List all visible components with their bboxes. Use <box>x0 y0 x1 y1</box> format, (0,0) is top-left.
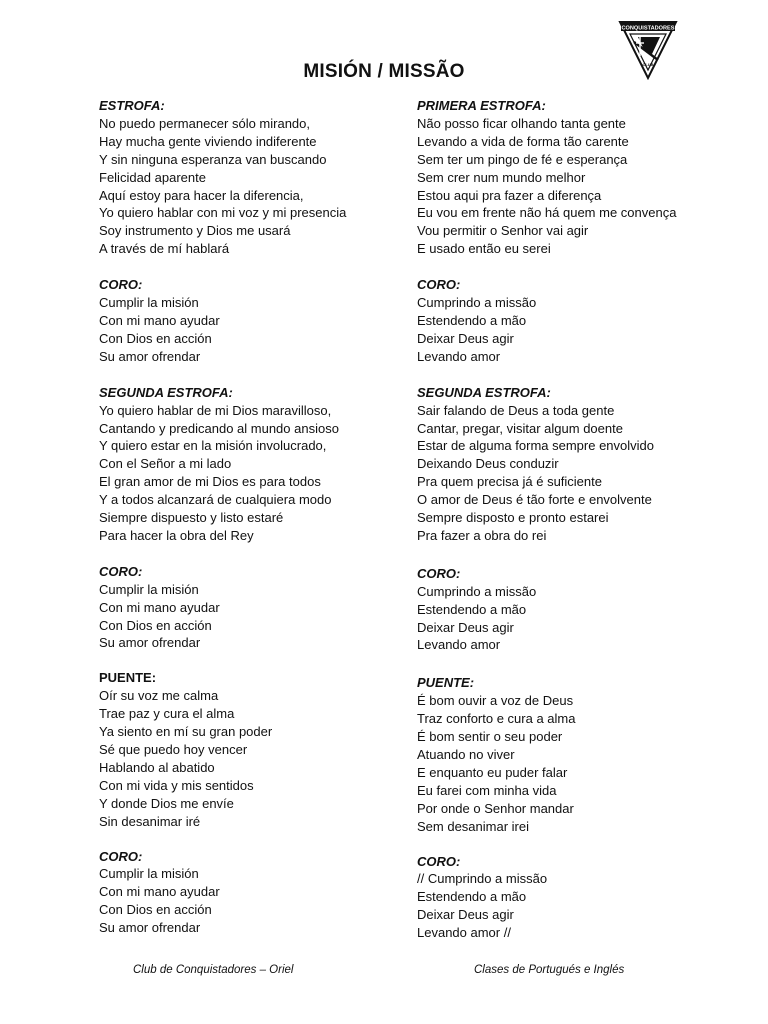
lyric-line: Aquí estoy para hacer la diferencia, <box>99 187 304 203</box>
lyric-line: Estendendo a mão <box>417 312 527 328</box>
lyric-line: Con el Señor a mi lado <box>99 456 232 472</box>
section-heading: ESTROFA: <box>99 98 165 113</box>
logo-text-top: CONQUISTADORES <box>621 25 675 32</box>
lyrics-section <box>99 669 399 830</box>
footer-club-name: Club de Conquistadores – Oriel <box>133 964 294 976</box>
lyrics-section <box>417 384 717 545</box>
portuguese-lyrics-column <box>417 97 717 942</box>
lyric-line: Cumplir la misión <box>99 581 199 597</box>
lyric-line: Con Dios en acción <box>99 330 212 346</box>
lyric-line: É bom sentir o seu poder <box>417 729 563 745</box>
lyric-line: No puedo permanecer sólo mirando, <box>99 115 311 131</box>
section-heading: PUENTE: <box>99 670 157 686</box>
section-heading: CORO: <box>417 277 461 293</box>
lyrics-section <box>99 276 399 366</box>
footer-class-name: Clases de Portugués e Inglés <box>474 964 625 976</box>
lyrics-section <box>99 384 399 545</box>
lyrics-section <box>417 565 717 655</box>
lyric-line: Hablando al abatido <box>99 759 215 775</box>
lyric-line: Sempre disposto e pronto estarei <box>417 510 609 526</box>
lyric-line: Levando a vida de forma tão carente <box>417 133 629 149</box>
logo-text-bottom: CLUB <box>642 62 654 67</box>
section-heading: CORO: <box>99 848 143 864</box>
lyrics-section <box>99 848 399 938</box>
lyric-line: Estendendo a mão <box>417 601 527 617</box>
section-heading: CORO: <box>99 277 143 293</box>
lyric-line: Ya siento en mí su gran poder <box>99 724 273 740</box>
lyric-line: Con mi mano ayudar <box>99 599 220 615</box>
lyric-line: Con mi mano ayudar <box>99 312 220 328</box>
lyric-line: Sem desanimar irei <box>417 818 529 834</box>
lyric-line: É bom ouvir a voz de Deus <box>417 693 574 709</box>
lyric-line: Pra quem precisa já é suficiente <box>417 474 602 490</box>
lyric-line: A través de mí hablará <box>99 241 230 257</box>
lyric-line: Pra fazer a obra do rei <box>417 527 547 543</box>
lyric-line: Su amor ofrendar <box>99 348 201 364</box>
lyric-line: Para hacer la obra del Rey <box>99 527 254 543</box>
lyric-line: Su amor ofrendar <box>99 635 201 651</box>
lyric-line: Y quiero estar en la misión involucrado, <box>99 438 327 454</box>
lyrics-section <box>417 853 717 943</box>
lyrics-section <box>99 563 399 653</box>
lyrics-section <box>417 674 717 835</box>
lyric-line: Cantar, pregar, visitar algum doente <box>417 420 623 436</box>
lyric-line: Soy instrumento y Dios me usará <box>99 223 291 239</box>
lyric-line: Con Dios en acción <box>99 902 212 918</box>
lyric-line: Su amor ofrendar <box>99 920 201 936</box>
page-title: MISIÓN / MISSÃO <box>303 61 465 82</box>
lyric-line: Levando amor <box>417 348 501 364</box>
lyric-line: Cumprindo a missão <box>417 583 537 599</box>
lyric-line: Deixando Deus conduzir <box>417 456 559 472</box>
lyric-line: Atuando no viver <box>417 747 515 762</box>
section-heading: PRIMERA ESTROFA: <box>417 98 546 113</box>
lyric-line: Cumplir la misión <box>99 866 199 882</box>
lyric-line: Levando amor // <box>417 925 511 941</box>
lyric-line: Vou permitir o Senhor vai agir <box>417 223 589 239</box>
spanish-lyrics-column <box>99 97 399 937</box>
lyric-line: Yo quiero hablar con mi voz y mi presencia <box>99 205 347 221</box>
lyric-line: Con mi mano ayudar <box>99 884 220 900</box>
lyric-line: Con Dios en acción <box>99 617 212 633</box>
lyric-line: Deixar Deus agir <box>417 907 514 923</box>
section-heading: PUENTE: <box>417 675 475 691</box>
lyric-line: Cumplir la misión <box>99 295 199 311</box>
lyric-line: Sin desanimar iré <box>99 813 201 829</box>
section-heading: SEGUNDA ESTROFA: <box>417 384 551 400</box>
lyric-line: Oír su voz me calma <box>99 688 219 704</box>
lyric-line: Estou aqui pra fazer a diferença <box>417 187 602 203</box>
lyric-line: Sem crer num mundo melhor <box>417 169 586 185</box>
lyric-line: Siempre dispuesto y listo estaré <box>99 510 284 526</box>
pathfinder-logo <box>616 20 680 80</box>
lyric-line: Eu vou em frente não há quem me convença <box>417 205 677 221</box>
lyric-line: Estar de alguma forma sempre envolvido <box>417 438 655 454</box>
lyric-line: E enquanto eu puder falar <box>417 764 568 780</box>
lyrics-section <box>99 97 399 258</box>
lyric-line: Por onde o Senhor mandar <box>417 800 574 816</box>
lyric-line: Deixar Deus agir <box>417 619 514 635</box>
lyric-line: Cumprindo a missão <box>417 295 537 311</box>
section-heading: CORO: <box>99 563 143 579</box>
lyric-line: Felicidad aparente <box>99 169 206 185</box>
lyric-line: Eu farei com minha vida <box>417 782 557 798</box>
lyric-line: Cantando y predicando al mundo ansioso <box>99 420 339 436</box>
lyric-line: // Cumprindo a missão <box>417 871 548 887</box>
lyric-line: El gran amor de mi Dios es para todos <box>99 474 321 490</box>
lyric-line: Trae paz y cura el alma <box>99 706 235 722</box>
lyric-line: Yo quiero hablar de mi Dios maravilloso, <box>99 402 332 418</box>
section-heading: SEGUNDA ESTROFA: <box>99 384 233 400</box>
lyric-line: Sé que puedo hoy vencer <box>99 742 248 757</box>
lyric-line: O amor de Deus é tão forte e envolvente <box>417 492 652 508</box>
lyric-line: Deixar Deus agir <box>417 330 514 346</box>
lyric-line: Traz conforto e cura a alma <box>417 711 576 727</box>
lyric-line: Hay mucha gente viviendo indiferente <box>99 133 317 149</box>
lyric-line: Con mi vida y mis sentidos <box>99 777 254 793</box>
lyric-line: Levando amor <box>417 637 501 653</box>
lyric-line: E usado então eu serei <box>417 241 551 257</box>
lyric-line: Não posso ficar olhando tanta gente <box>417 115 626 131</box>
lyric-line: Sair falando de Deus a toda gente <box>417 402 615 418</box>
section-heading: CORO: <box>417 565 461 581</box>
section-heading: CORO: <box>417 853 461 869</box>
lyric-line: Sem ter um pingo de fé e esperança <box>417 151 628 167</box>
lyric-line: Estendendo a mão <box>417 889 527 905</box>
lyric-line: Y donde Dios me envíe <box>99 795 234 811</box>
lyrics-section <box>417 276 717 366</box>
lyric-line: Y sin ninguna esperanza van buscando <box>99 151 327 167</box>
lyrics-section <box>417 97 717 258</box>
lyric-line: Y a todos alcanzará de cualquiera modo <box>99 492 332 508</box>
